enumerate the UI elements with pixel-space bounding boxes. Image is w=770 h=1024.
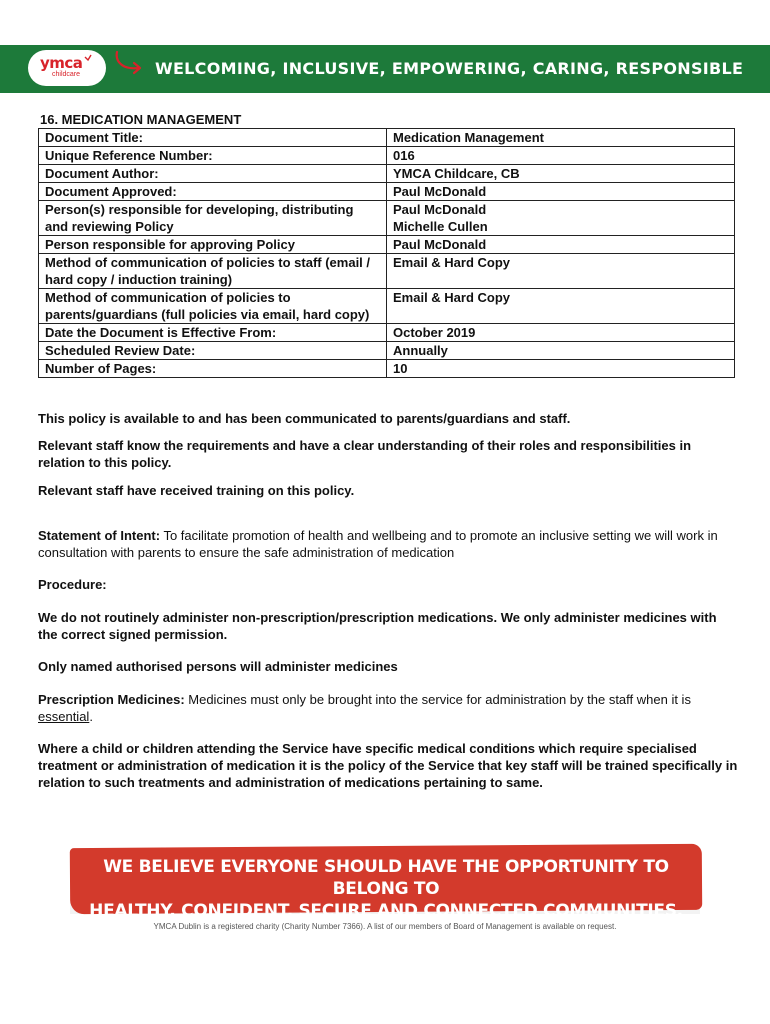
row-value: 10: [387, 360, 735, 378]
row-value-line: Michelle Cullen: [393, 219, 488, 234]
document-info-table: [38, 128, 735, 378]
row-label: Method of communication of policies to parents/guardians (full policies via email, hard copy): [39, 289, 387, 324]
ymca-logo: [28, 50, 106, 86]
row-value: Email & Hard Copy: [387, 289, 735, 324]
staff-knowledge-paragraph: Relevant staff know the requirements and have a clear understanding of their roles and responsibilities in relation to this policy.: [38, 438, 692, 470]
table-row: [39, 360, 735, 378]
header-slogan: WELCOMING, INCLUSIVE, EMPOWERING, CARING, RESPONSIBLE: [155, 59, 744, 78]
table-row: [39, 324, 735, 342]
table-row: [39, 342, 735, 360]
statement-of-intent: [38, 527, 738, 561]
row-value: 016: [387, 147, 735, 165]
row-label: Date the Document is Effective From:: [39, 324, 387, 342]
row-label: Document Author:: [39, 165, 387, 183]
prescription-underlined: essential: [38, 709, 90, 724]
table-row: [39, 201, 735, 236]
statement-text: To facilitate promotion of health and wellbeing and to promote an inclusive setting we will work in consultation with parents to ensure the safe administration of medication: [38, 528, 718, 560]
banner-line-2: HEALTHY, CONFIDENT, SECURE AND CONNECTED COMMUNITIES.: [89, 901, 683, 921]
row-label: Method of communication of policies to staff (email / hard copy / induction training): [39, 254, 387, 289]
prescription-end: .: [89, 709, 93, 724]
row-value: Paul McDonald: [387, 183, 735, 201]
row-value: Paul McDonald: [387, 236, 735, 254]
administration-paragraph: We do not routinely administer non-prescription/prescription medications. We only administer medicines with the correct signed permission.: [38, 610, 717, 642]
footer-note: YMCA Dublin is a registered charity (Charity Number 7366). A list of our members of Board of Management is available on request.: [153, 922, 617, 931]
row-value: October 2019: [387, 324, 735, 342]
availability-paragraph: This policy is available to and has been communicated to parents/guardians and staff.: [38, 411, 571, 426]
row-label: Scheduled Review Date:: [39, 342, 387, 360]
logo-check-icon: [84, 54, 92, 62]
table-row: [39, 254, 735, 289]
banner-line-1: WE BELIEVE EVERYONE SHOULD HAVE THE OPPORTUNITY TO BELONG TO: [103, 857, 669, 899]
table-row: [39, 236, 735, 254]
row-value-line: Paul McDonald: [393, 202, 487, 217]
banner-text: [70, 856, 702, 922]
row-label: Number of Pages:: [39, 360, 387, 378]
row-label: Document Title:: [39, 129, 387, 147]
table-row: [39, 147, 735, 165]
row-label: Document Approved:: [39, 183, 387, 201]
procedure-heading: Procedure:: [38, 577, 107, 592]
table-row: [39, 183, 735, 201]
table-row: [39, 289, 735, 324]
prescription-text: Medicines must only be brought into the service for administration by the staff when it is: [184, 692, 691, 707]
row-value: Annually: [387, 342, 735, 360]
logo-text: ymca: [40, 54, 83, 72]
statement-label: Statement of Intent:: [38, 528, 161, 543]
row-value: Medication Management: [387, 129, 735, 147]
prescription-medicines-paragraph: [38, 691, 738, 725]
specific-conditions-paragraph: Where a child or children attending the Service have specific medical conditions which require specialised treatment or administration of medication it is the policy of the Service that key staff will be trained specifically in relation to such treatments and administration of medications pertaining to same.: [38, 741, 738, 790]
prescription-label: Prescription Medicines:: [38, 692, 185, 707]
row-label: Unique Reference Number:: [39, 147, 387, 165]
row-label: Person responsible for approving Policy: [39, 236, 387, 254]
table-row: [39, 129, 735, 147]
row-label: Person(s) responsible for developing, distributing and reviewing Policy: [39, 201, 387, 236]
logo-subtext: childcare: [52, 71, 81, 78]
row-value: [387, 201, 735, 236]
table-row: [39, 165, 735, 183]
training-paragraph: Relevant staff have received training on this policy.: [38, 483, 355, 498]
swoosh-arrow-icon: [113, 48, 147, 78]
authorised-persons-paragraph: Only named authorised persons will administer medicines: [38, 659, 398, 674]
section-title: 16. MEDICATION MANAGEMENT: [40, 112, 242, 127]
row-value: YMCA Childcare, CB: [387, 165, 735, 183]
row-value: Email & Hard Copy: [387, 254, 735, 289]
